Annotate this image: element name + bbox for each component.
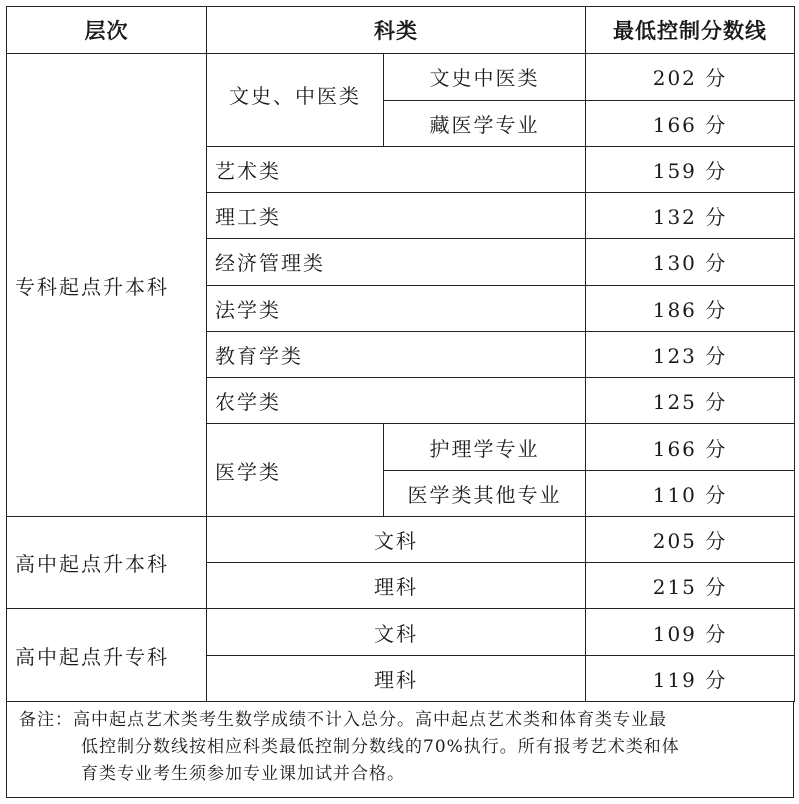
score-cell: 166 分 bbox=[586, 424, 795, 470]
category-cell: 理科 bbox=[207, 655, 586, 701]
score-cell: 202 分 bbox=[586, 54, 795, 100]
header-category: 科类 bbox=[207, 7, 586, 54]
level-zhuanke-benke: 专科起点升本科 bbox=[7, 54, 207, 517]
score-cell: 215 分 bbox=[586, 563, 795, 609]
score-cell: 132 分 bbox=[586, 193, 795, 239]
score-cell: 159 分 bbox=[586, 146, 795, 192]
score-cell: 119 分 bbox=[586, 655, 795, 701]
category-cell: 教育学类 bbox=[207, 331, 586, 377]
score-cell: 205 分 bbox=[586, 516, 795, 562]
level-gaozhong-zhuanke: 高中起点升专科 bbox=[7, 609, 207, 702]
category-cell: 理工类 bbox=[207, 193, 586, 239]
footnote-line-2: 低控制分数线按相应科类最低控制分数线的70%执行。所有报考艺术类和体 bbox=[81, 737, 680, 757]
score-cell: 166 分 bbox=[586, 100, 795, 146]
footnote-line-3: 育类专业考生须参加专业课加试并合格。 bbox=[81, 764, 405, 784]
category-cell: 经济管理类 bbox=[207, 239, 586, 285]
header-level: 层次 bbox=[7, 7, 207, 54]
group-wenshi-label: 文史、中医类 bbox=[229, 83, 361, 108]
footnote-line-1: 备注：高中起点艺术类考生数学成绩不计入总分。高中起点艺术类和体育类专业最 bbox=[19, 710, 667, 730]
category-cell: 文科 bbox=[207, 609, 586, 655]
category-cell: 医学类其他专业 bbox=[384, 470, 586, 516]
score-cell: 110 分 bbox=[586, 470, 795, 516]
category-cell: 农学类 bbox=[207, 378, 586, 424]
category-cell: 藏医学专业 bbox=[384, 100, 586, 146]
score-cell: 109 分 bbox=[586, 609, 795, 655]
score-line-table bbox=[6, 6, 795, 702]
table-header-row bbox=[7, 7, 795, 54]
table-row bbox=[7, 609, 795, 655]
category-cell: 法学类 bbox=[207, 285, 586, 331]
category-cell: 文科 bbox=[207, 516, 586, 562]
table-row bbox=[7, 54, 795, 100]
score-cell: 123 分 bbox=[586, 331, 795, 377]
category-cell: 理科 bbox=[207, 563, 586, 609]
header-score: 最低控制分数线 bbox=[586, 7, 795, 54]
table-footnote bbox=[6, 701, 794, 798]
category-cell: 文史中医类 bbox=[384, 54, 586, 100]
score-cell: 130 分 bbox=[586, 239, 795, 285]
table-row bbox=[7, 516, 795, 562]
category-cell: 护理学专业 bbox=[384, 424, 586, 470]
group-wenshi-zhongyi bbox=[207, 54, 384, 147]
group-yixue: 医学类 bbox=[207, 424, 384, 517]
score-cell: 125 分 bbox=[586, 378, 795, 424]
score-cell: 186 分 bbox=[586, 285, 795, 331]
level-gaozhong-benke: 高中起点升本科 bbox=[7, 516, 207, 609]
category-cell: 艺术类 bbox=[207, 146, 586, 192]
